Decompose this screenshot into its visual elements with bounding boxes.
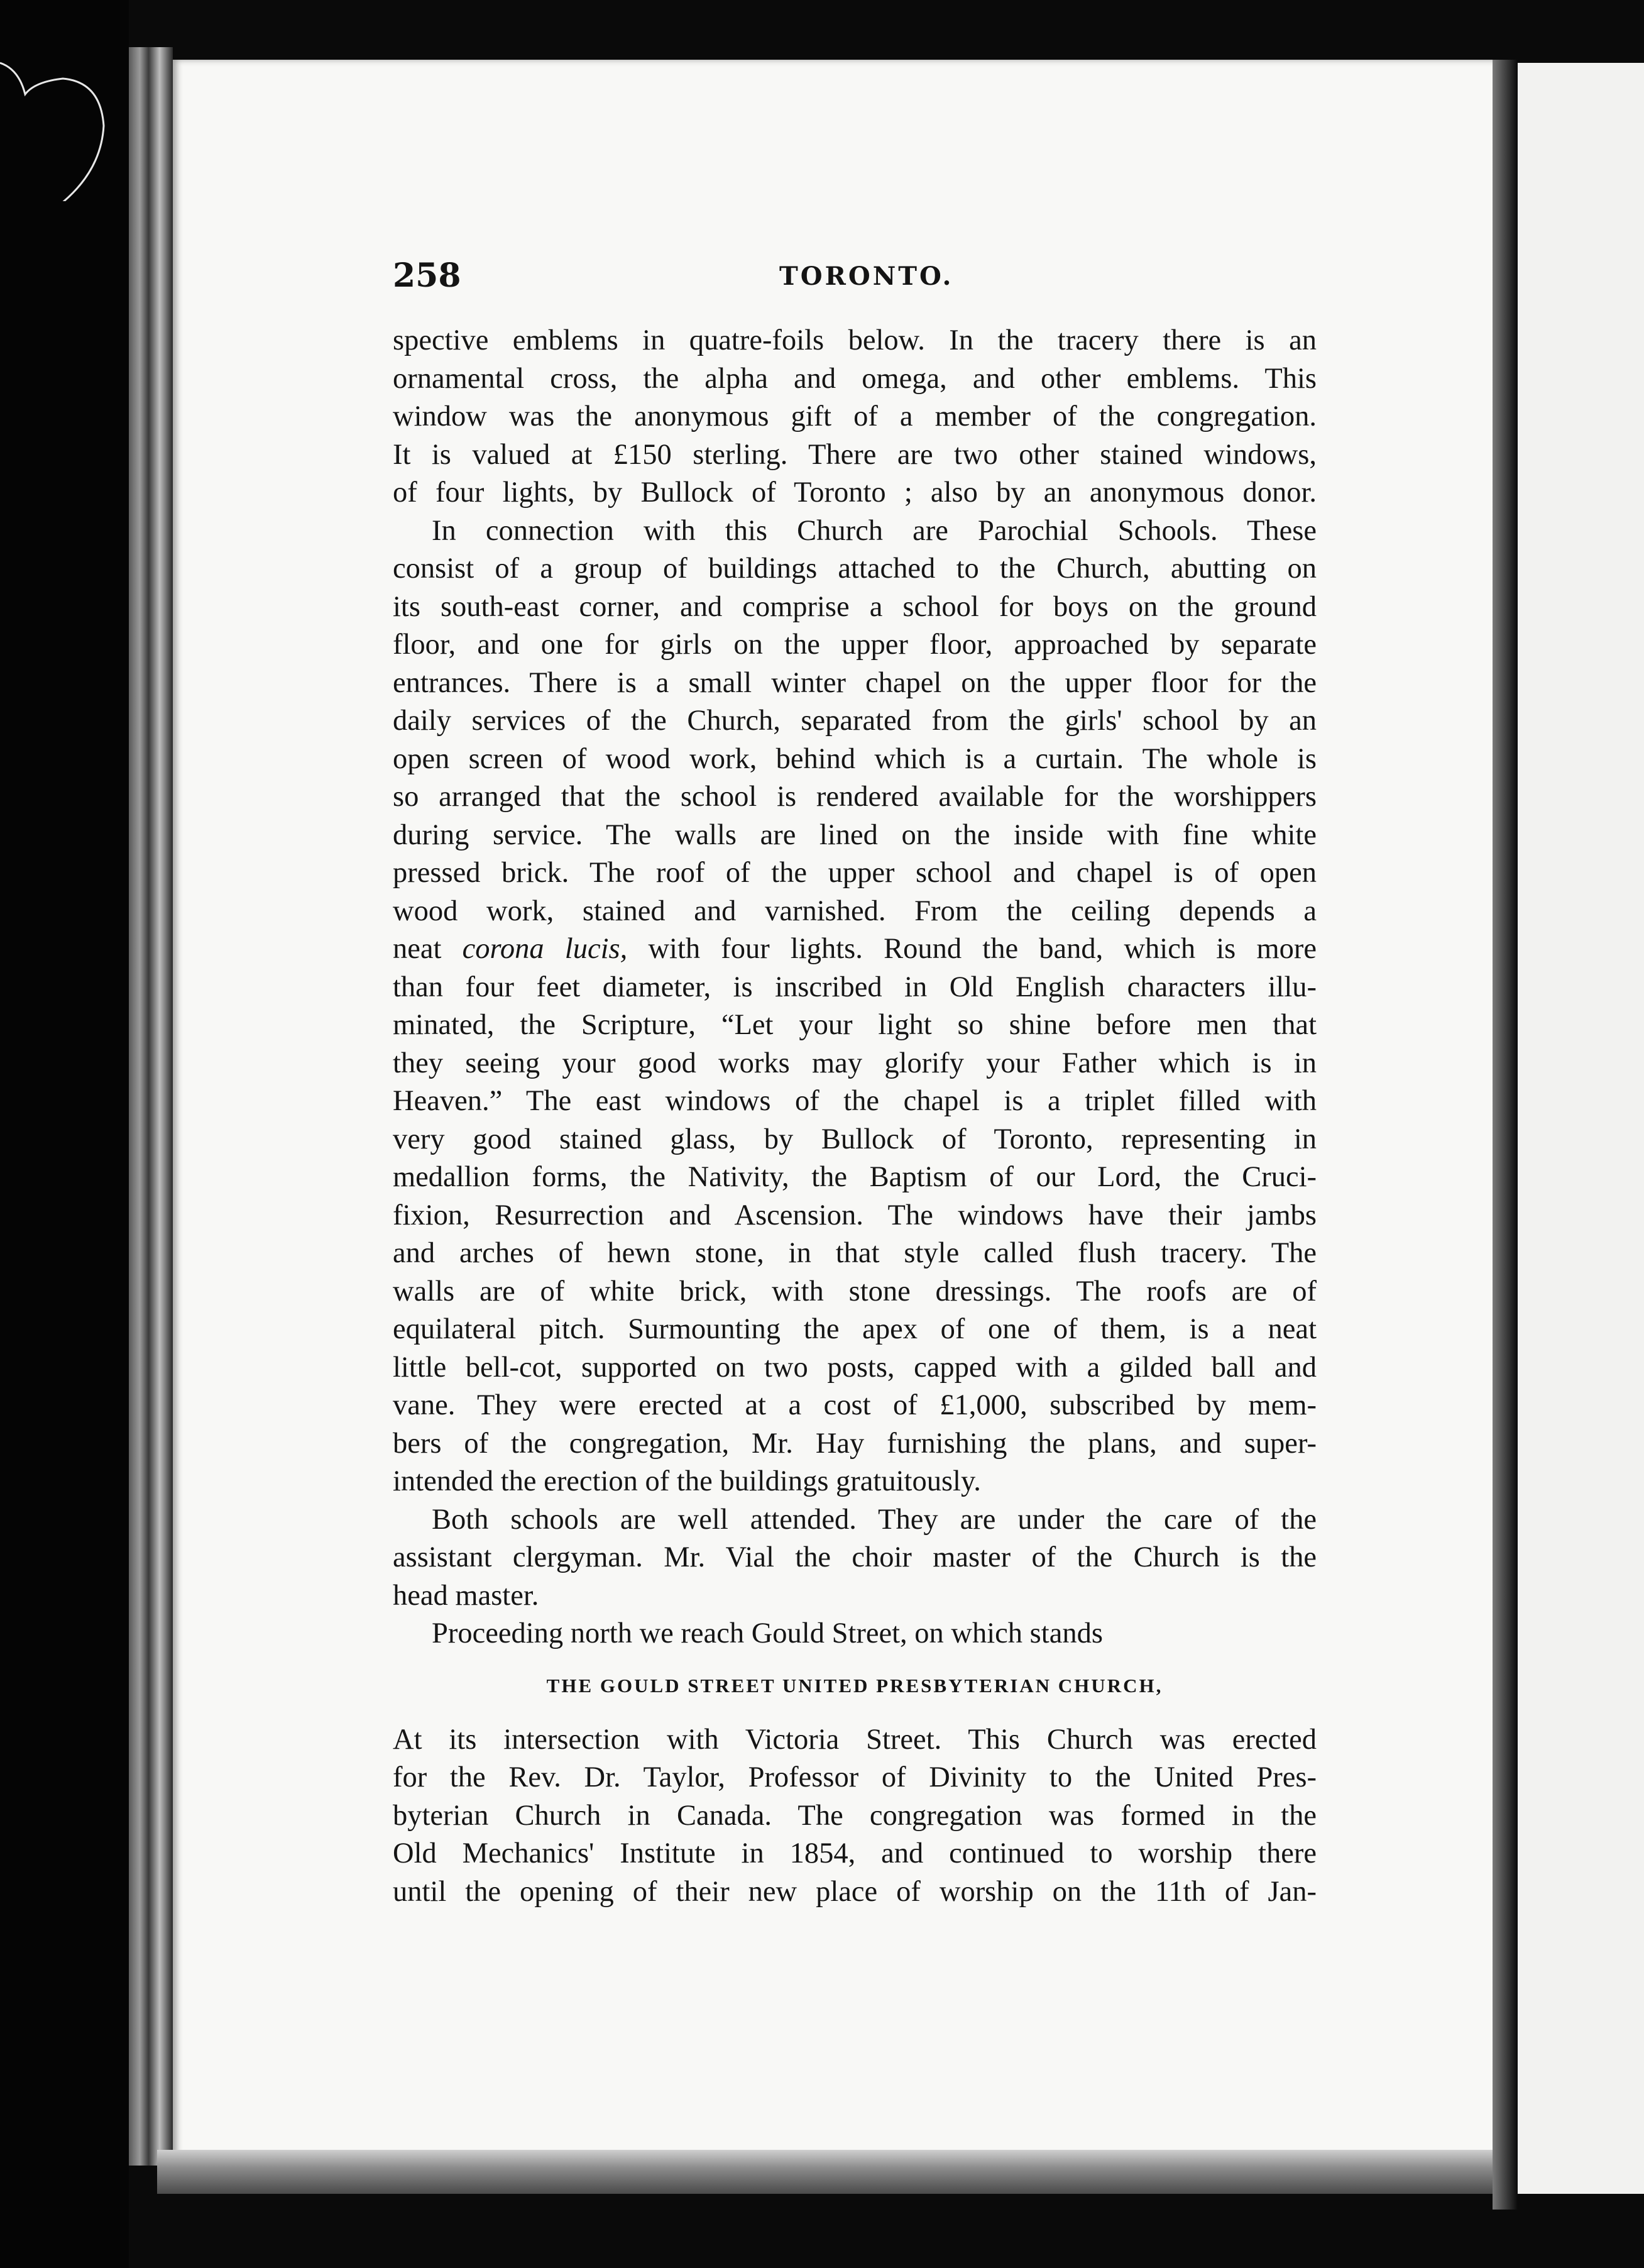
text-line: open screen of wood work, behind which is a curtain. The whole is bbox=[393, 742, 1317, 775]
text-line: It is valued at £150 sterling. There are two other stained windows, bbox=[393, 438, 1317, 471]
text-line: consist of a group of buildings attached to the Church, abutting on bbox=[393, 553, 1317, 585]
text-line: than four feet diameter, is inscribed in Old English characters illu- bbox=[393, 971, 1317, 1003]
page-edges-left bbox=[129, 47, 173, 2166]
text-line: bers of the congregation, Mr. Hay furnishing the plans, and super- bbox=[393, 1427, 1317, 1460]
text-line: fixion, Resurrection and Ascension. The windows have their jambs bbox=[393, 1199, 1317, 1231]
text-line: vane. They were erected at a cost of £1,000, subscribed by mem- bbox=[393, 1389, 1317, 1421]
text-line: wood work, stained and varnished. From the ceiling depends a bbox=[393, 895, 1317, 927]
text-line: of four lights, by Bullock of Toronto ; also by an anonymous donor. bbox=[393, 476, 1317, 509]
section-heading: THE GOULD STREET UNITED PRESBYTERIAN CHURCH, bbox=[546, 1674, 1163, 1697]
text-line: its south-east corner, and comprise a school for boys on the ground bbox=[393, 590, 1317, 623]
text-line: during service. The walls are lined on the inside with fine white bbox=[393, 818, 1317, 851]
text-fragment: neat bbox=[393, 933, 463, 965]
text-line-with-italic bbox=[393, 930, 1317, 969]
text-line: they seeing your good works may glorify your Father which is in bbox=[393, 1047, 1317, 1079]
gutter-shadow bbox=[1493, 60, 1518, 2210]
text-line: spective emblems in quatre-foils below. In the tracery there is an bbox=[393, 324, 1317, 356]
page-edges-bottom bbox=[157, 2150, 1527, 2194]
text-line: medallion forms, the Nativity, the Baptism of our Lord, the Cruci- bbox=[393, 1161, 1317, 1193]
text-line: head master. bbox=[393, 1579, 539, 1612]
text-line: until the opening of their new place of worship on the 11th of Jan- bbox=[393, 1875, 1317, 1908]
text-line: Proceeding north we reach Gould Street, on which stands bbox=[432, 1617, 1103, 1649]
paragraph-4 bbox=[393, 1615, 1317, 1653]
paragraph-2 bbox=[393, 512, 1317, 1501]
running-title: TORONTO. bbox=[779, 261, 954, 291]
page-number: 258 bbox=[393, 256, 461, 295]
text-line: walls are of white brick, with stone dressings. The roofs are of bbox=[393, 1275, 1317, 1307]
text-line: In connection with this Church are Parochial Schools. These bbox=[432, 514, 1317, 547]
text-line: minated, the Scripture, “Let your light so shine before men that bbox=[393, 1009, 1317, 1041]
text-line: byterian Church in Canada. The congregation was formed in the bbox=[393, 1799, 1317, 1832]
text-line: At its intersection with Victoria Street. This Church was erected bbox=[393, 1723, 1317, 1756]
running-header bbox=[393, 256, 1335, 300]
scan-background bbox=[0, 0, 129, 2268]
text-line: ornamental cross, the alpha and omega, and other emblems. This bbox=[393, 362, 1317, 395]
paragraph-3 bbox=[393, 1501, 1317, 1616]
text-line: window was the anonymous gift of a member of the congregation. bbox=[393, 400, 1317, 432]
paragraph-1 bbox=[393, 322, 1317, 512]
text-line: Heaven.” The east windows of the chapel is a triplet filled with bbox=[393, 1085, 1317, 1117]
text-line: assistant clergyman. Mr. Vial the choir master of the Church is the bbox=[393, 1541, 1317, 1573]
text-line: so arranged that the school is rendered available for the worshippers bbox=[393, 781, 1317, 813]
text-line: floor, and one for girls on the upper floor, approached by separate bbox=[393, 629, 1317, 661]
text-fragment: with four lights. Round the band, which is more bbox=[627, 933, 1317, 965]
text-line: Old Mechanics' Institute in 1854, and continued to worship there bbox=[393, 1837, 1317, 1869]
text-line: very good stained glass, by Bullock of Toronto, representing in bbox=[393, 1123, 1317, 1155]
paragraph-5 bbox=[393, 1721, 1317, 1912]
text-line: Both schools are well attended. They are under the care of the bbox=[432, 1503, 1317, 1536]
text-line: intended the erection of the buildings gratuitously. bbox=[393, 1465, 981, 1497]
text-line: entrances. There is a small winter chapel on the upper floor for the bbox=[393, 666, 1317, 699]
italic-phrase: corona lucis, bbox=[462, 933, 628, 965]
body-text bbox=[393, 322, 1317, 1911]
text-line: pressed brick. The roof of the upper school and chapel is of open bbox=[393, 857, 1317, 889]
text-line: and arches of hewn stone, in that style called flush tracery. The bbox=[393, 1237, 1317, 1269]
text-line: daily services of the Church, separated from the girls' school by an bbox=[393, 705, 1317, 737]
text-line: equilateral pitch. Surmounting the apex of one of them, is a neat bbox=[393, 1313, 1317, 1345]
page-corner-curl bbox=[0, 25, 110, 201]
text-line: for the Rev. Dr. Taylor, Professor of Divinity to the United Pres- bbox=[393, 1761, 1317, 1793]
facing-page-edge bbox=[1518, 63, 1644, 2194]
text-line: little bell-cot, supported on two posts, capped with a gilded ball and bbox=[393, 1351, 1317, 1384]
